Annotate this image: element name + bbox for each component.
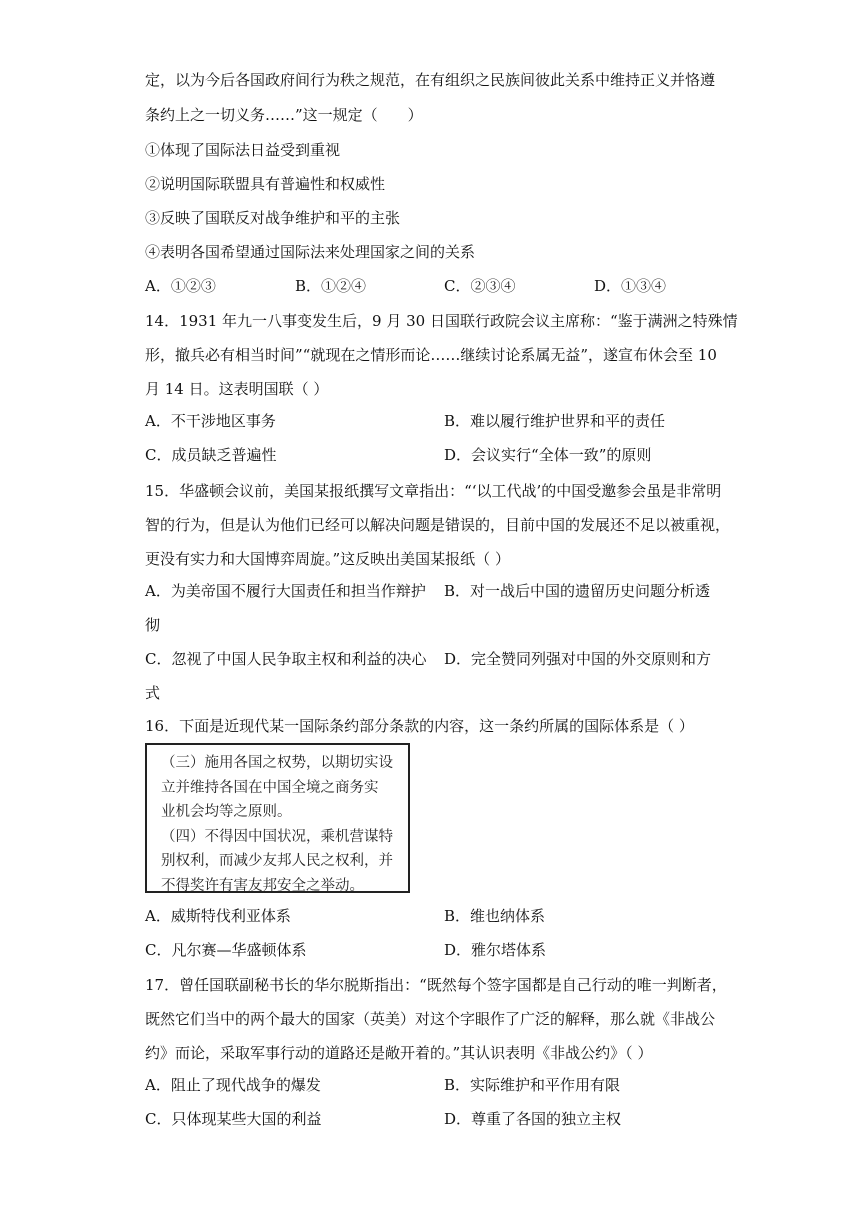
q13-option-a: A．①②③ bbox=[145, 277, 216, 295]
q14-option-a: A．不干涉地区事务 bbox=[145, 412, 276, 430]
q15-option-c: C．忽视了中国人民争取主权和利益的决心 bbox=[145, 650, 427, 668]
q14-option-d: D．会议实行“全体一致”的原则 bbox=[444, 446, 652, 464]
q14-stem-line-2: 形，撤兵必有相当时间”“就现在之情形而论……继续讨论系属无益”，遂宣布休会至 10 bbox=[145, 346, 717, 364]
q15-stem-line-1: 15．华盛顿会议前，美国某报纸撰写文章指出：“‘以工代战’的中国受邀参会虽是非常明 bbox=[145, 482, 722, 500]
q13-item-1: ①体现了国际法日益受到重视 bbox=[145, 141, 341, 159]
q16-option-c: C．凡尔赛—华盛顿体系 bbox=[145, 941, 307, 959]
q15-option-a: A．为美帝国不履行大国责任和担当作辩护 bbox=[145, 582, 426, 600]
q17-option-b: B．实际维护和平作用有限 bbox=[444, 1076, 621, 1094]
q15-option-d-wrap: 式 bbox=[145, 684, 161, 702]
q15-stem-line-3: 更没有实力和大国博弈周旋。”这反映出美国某报纸（ ） bbox=[145, 550, 510, 568]
q17-option-a: A．阻止了现代战争的爆发 bbox=[145, 1076, 321, 1094]
q13-item-2: ②说明国际联盟具有普遍性和权威性 bbox=[145, 175, 386, 193]
q13-item-3: ③反映了国联反对战争维护和平的主张 bbox=[145, 209, 401, 227]
q14-stem-line-3: 月 14 日。这表明国联（ ） bbox=[145, 380, 329, 398]
q13-item-4: ④表明各国希望通过国际法来处理国家之间的关系 bbox=[145, 243, 476, 261]
treaty-line-5: 别权利，而减少友邦人民之权利，并 bbox=[161, 853, 393, 869]
q15-option-b-wrap: 彻 bbox=[145, 616, 161, 634]
q17-stem-line-1: 17．曾任国联副秘书长的华尔脱斯指出：“既然每个签字国都是自己行动的唯一判断者， bbox=[145, 976, 727, 994]
q17-option-c: C．只体现某些大国的利益 bbox=[145, 1110, 322, 1128]
q13-option-b: B．①②④ bbox=[295, 277, 367, 295]
q17-stem-line-2: 既然它们当中的两个最大的国家（英美）对这个字眼作了广泛的解释，那么就《非战公 bbox=[145, 1010, 716, 1028]
q16-stem: 16．下面是近现代某一国际条约部分条款的内容，这一条约所属的国际体系是（ ） bbox=[145, 717, 694, 735]
treaty-line-6: 不得奖许有害友邦安全之举动。 bbox=[161, 877, 364, 894]
treaty-line-4: （四）不得因中国状况，乘机营谋特 bbox=[161, 828, 393, 845]
q15-stem-line-2: 智的行为，但是认为他们已经可以解决问题是错误的，目前中国的发展还不足以被重视， bbox=[145, 516, 731, 534]
q14-option-b: B．难以履行维护世界和平的责任 bbox=[444, 412, 666, 430]
treaty-line-2: 立并维持各国在中国全境之商务实 bbox=[161, 779, 379, 796]
q14-option-c: C．成员缺乏普遍性 bbox=[145, 446, 277, 464]
q17-option-d: D．尊重了各国的独立主权 bbox=[444, 1110, 622, 1128]
q16-option-b: B．维也纳体系 bbox=[444, 907, 546, 925]
treaty-excerpt-box bbox=[145, 743, 410, 893]
q16-option-a: A．威斯特伐利亚体系 bbox=[145, 907, 291, 925]
q14-stem-line-1: 14．1931 年九一八事变发生后，9 月 30 日国联行政院会议主席称：“鉴于满洲之特殊情 bbox=[145, 312, 738, 330]
q15-option-d: D．完全赞同列强对中国的外交原则和方 bbox=[444, 650, 712, 668]
treaty-line-3: 业机会均等之原则。 bbox=[161, 804, 292, 820]
q13-option-d: D．①③④ bbox=[594, 277, 667, 295]
q17-stem-line-3: 约》而论，采取军事行动的道路还是敞开着的。”其认识表明《非战公约》（ ） bbox=[145, 1044, 653, 1062]
q15-option-b: B．对一战后中国的遗留历史问题分析透 bbox=[444, 582, 711, 600]
q13-option-c: C．②③④ bbox=[444, 277, 516, 295]
q16-option-d: D．雅尔塔体系 bbox=[444, 941, 547, 959]
q13-stem-line-1: 定，以为今后各国政府间行为秩之规范，在有组织之民族间彼此关系中维持正义并恪遵 bbox=[145, 71, 716, 89]
q13-stem-line-2: 条约上之一切义务……”这一规定（ ） bbox=[145, 106, 423, 124]
treaty-line-1: （三）施用各国之权势，以期切实设 bbox=[161, 755, 393, 771]
